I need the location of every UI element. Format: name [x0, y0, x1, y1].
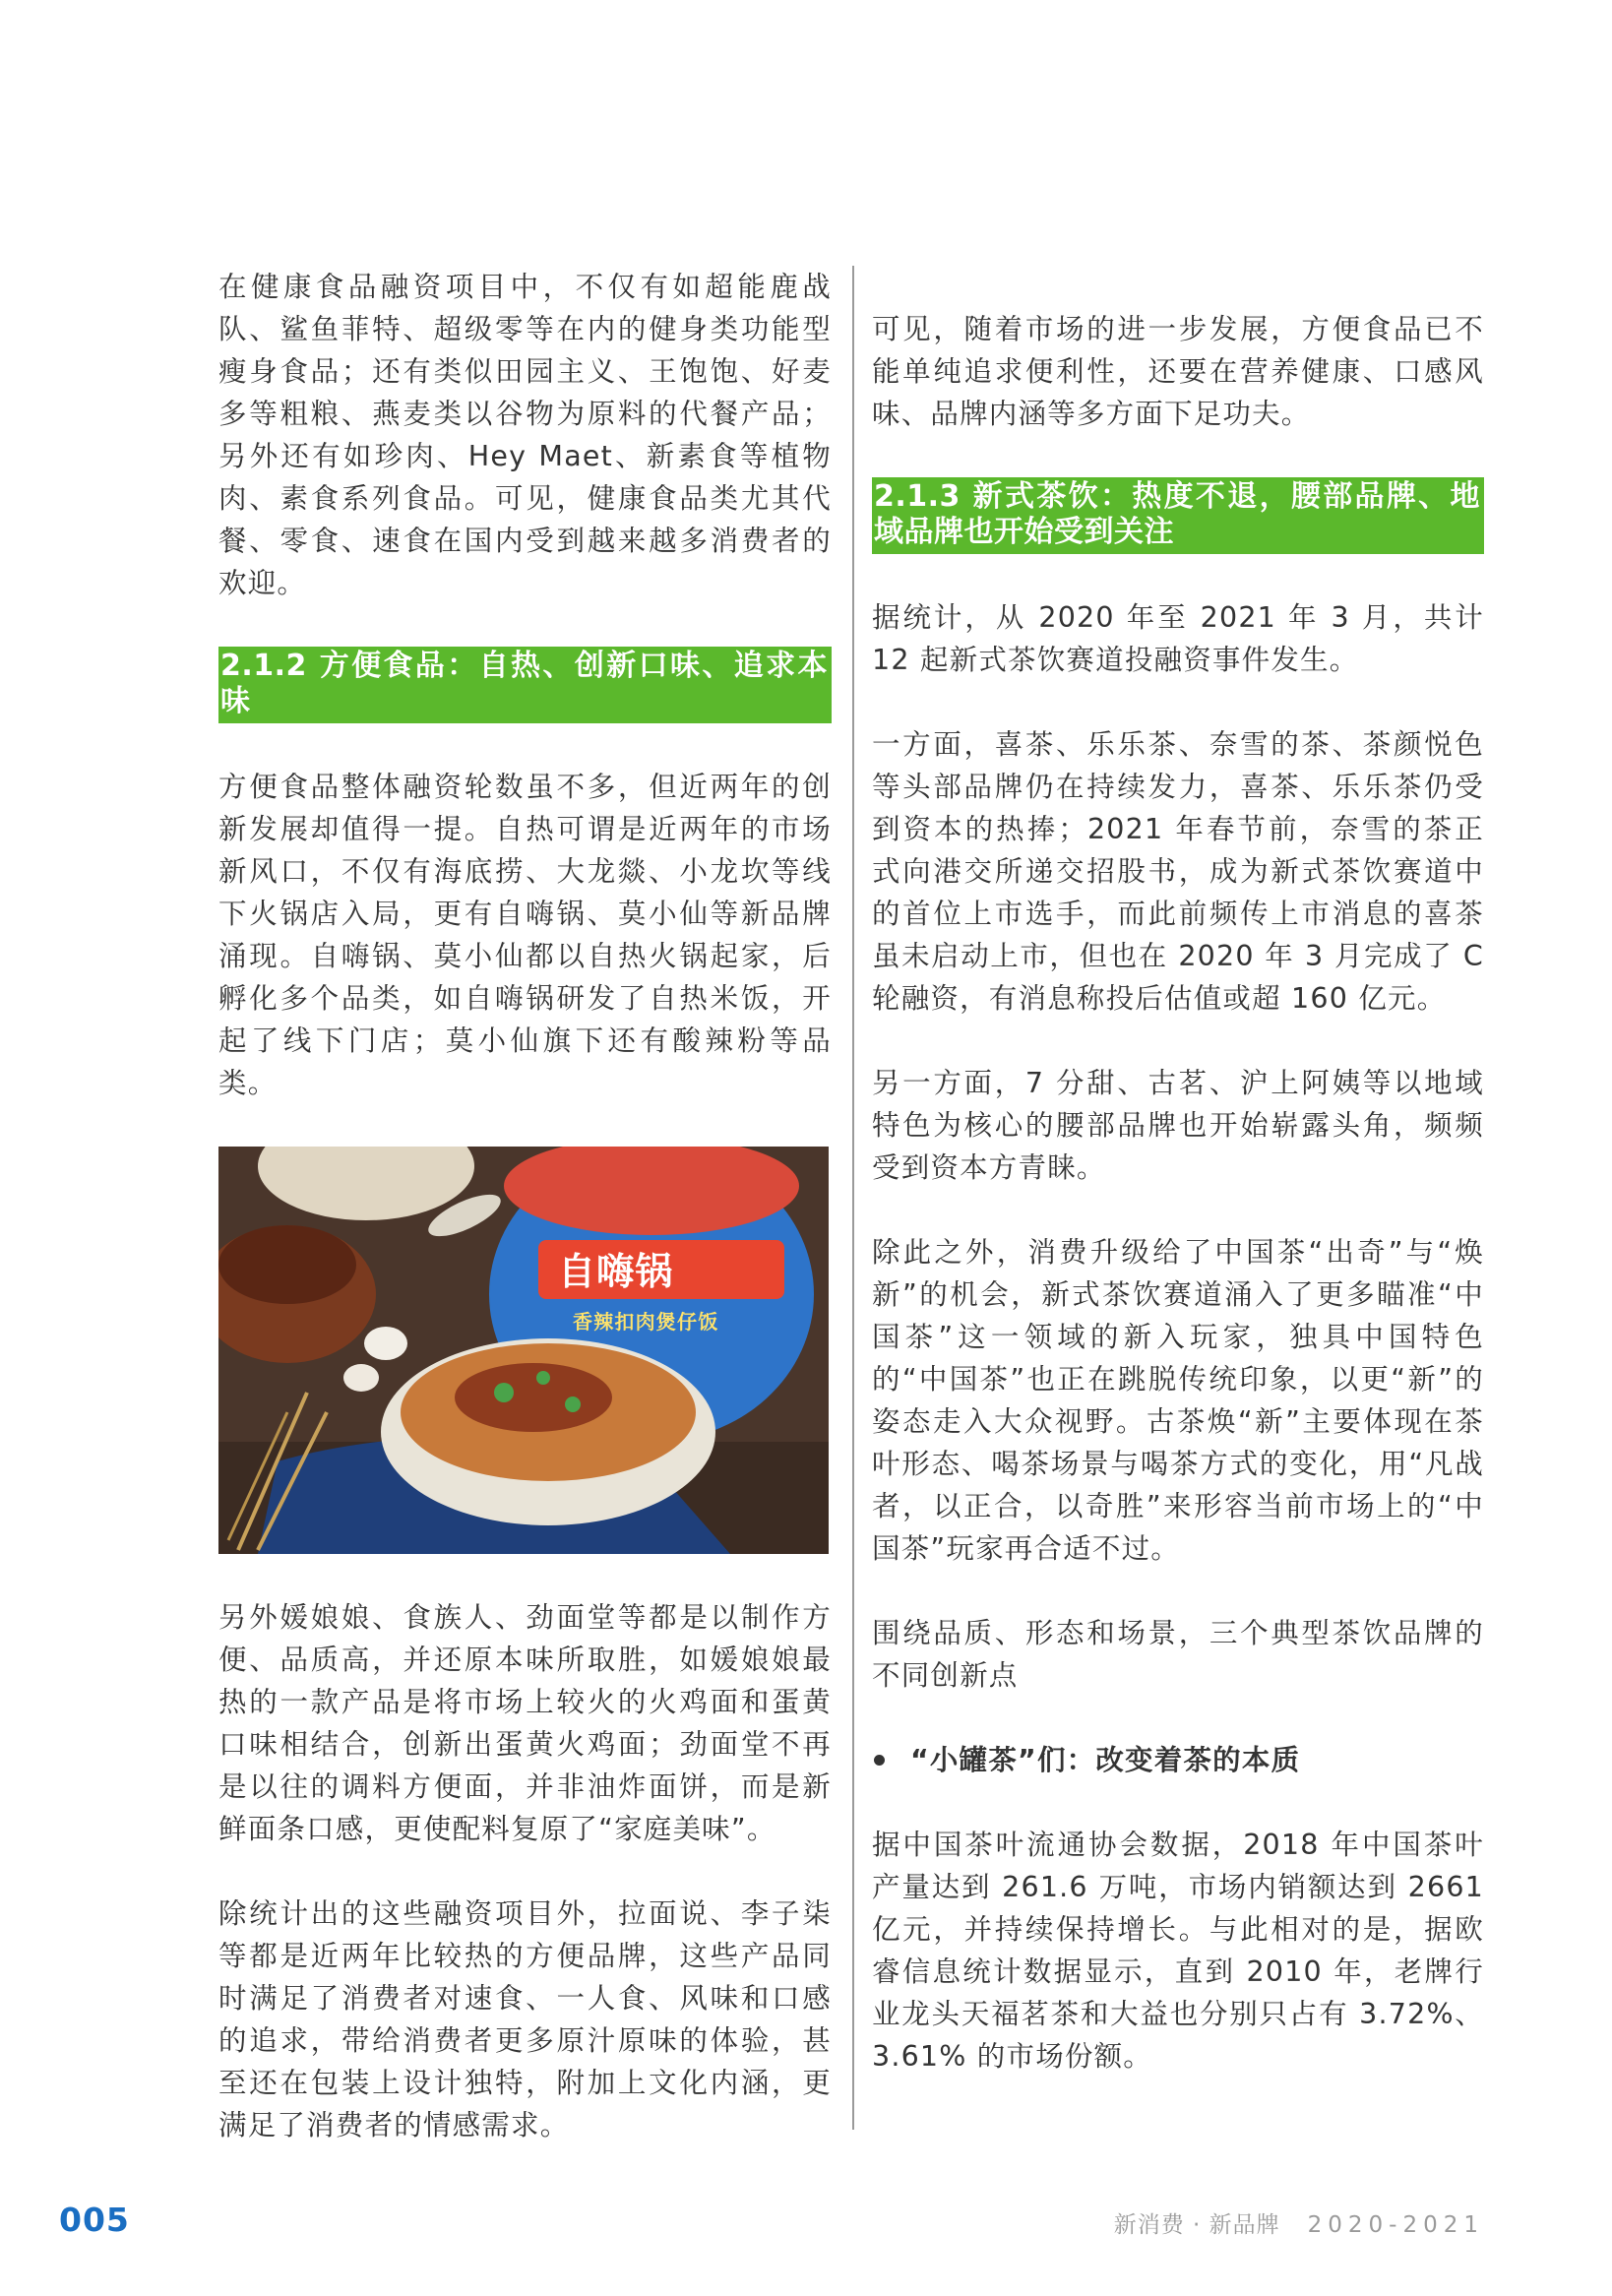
- body-paragraph: 可见，随着市场的进一步发展，方便食品已不能单纯追求便利性，还要在营养健康、口感风味、品牌内涵等多方面下足功夫。: [872, 313, 1484, 430]
- body-paragraph: 除此之外，消费升级给了中国茶“出奇”与“焕新”的机会，新式茶饮赛道涌入了更多瞄准“中国茶”这一领域的新入玩家，独具中国特色的“中国茶”也正在跳脱传统印象，以更“新”的姿态走入大众视野。古茶焕“新”主要体现在茶叶形态、喝茶场景与喝茶方式的变化，用“凡战者，以正合，以奇胜”来形容当前市场上的“中国茶”玩家再合适不过。: [872, 1236, 1484, 1565]
- body-paragraph: 在健康食品融资项目中，不仅有如超能鹿战队、鲨鱼菲特、超级零等在内的健身类功能型瘦身食品；还有类似田园主义、王饱饱、好麦多等粗粮、燕麦类以谷物为原料的代餐产品；另外还有如珍肉、Hey Maet、新素食等植物肉、素食系列食品。可见，健康食品类尤其代餐、零食、速食在国内受到越来越多消费者的欢迎。: [218, 271, 832, 599]
- body-paragraph: 除统计出的这些融资项目外，拉面说、李子柒等都是近两年比较热的方便品牌，这些产品同时满足了消费者对速食、一人食、风味和口感的追求，带给消费者更多原汁原味的体验，甚至还在包装上设计独特，附加上文化内涵，更满足了消费者的情感需求。: [218, 1897, 832, 2141]
- section-heading: 2.1.2 方便食品：自热、创新口味、追求本味: [218, 647, 832, 723]
- package-subtitle-text: 香辣扣肉煲仔饭: [573, 1310, 719, 1334]
- bullet-item: [872, 1739, 1484, 1781]
- page-number: 005: [59, 2201, 130, 2239]
- footer-brand: [1114, 2206, 1484, 2239]
- body-paragraph: 另外媛娘娘、食族人、劲面堂等都是以制作方便、品质高，并还原本味所取胜，如媛娘娘最热的一款产品是将市场上较火的火鸡面和蛋黄口味相结合，创新出蛋黄火鸡面；劲面堂不再是以往的调料方便面，并非油炸面饼，而是新鲜面条口感，更使配料复原了“家庭美味”。: [218, 1601, 832, 1845]
- footer-brand-name: 新消费 · 新品牌: [1113, 2212, 1280, 2238]
- right-column: [872, 308, 1484, 2120]
- bullet-dot-icon: [874, 1755, 885, 1766]
- body-paragraph: 围绕品质、形态和场景，三个典型茶饮品牌的不同创新点: [872, 1617, 1484, 1692]
- column-divider: [852, 266, 854, 2130]
- package-brand-text: 自嗨锅: [558, 1250, 674, 1293]
- body-paragraph: 方便食品整体融资轮数虽不多，但近两年的创新发展却值得一提。自热可谓是近两年的市场新风口，不仅有海底捞、大龙燚、小龙坎等线下火锅店入局，更有自嗨锅、莫小仙等新品牌涌现。自嗨锅、莫小仙都以自热火锅起家，后孵化多个品类，如自嗨锅研发了自热米饭，开起了线下门店；莫小仙旗下还有酸辣粉等品类。: [218, 771, 832, 1099]
- body-paragraph: 另一方面，7 分甜、古茗、沪上阿姨等以地域特色为核心的腰部品牌也开始崭露头角，频频受到资本方青睐。: [872, 1067, 1484, 1184]
- food-photo: [218, 1147, 829, 1554]
- section-heading: 2.1.3 新式茶饮：热度不退，腰部品牌、地域品牌也开始受到关注: [872, 477, 1484, 554]
- body-paragraph: 一方面，喜茶、乐乐茶、奈雪的茶、茶颜悦色等头部品牌仍在持续发力，喜茶、乐乐茶仍受到资本的热捧；2021 年春节前，奈雪的茶正式向港交所递交招股书，成为新式茶饮赛道中的首位上市选手，而此前频传上市消息的喜茶虽未启动上市，但也在 2020 年 3 月完成了 C 轮融资，有消息称投后估值或超 160 亿元。: [872, 728, 1484, 1015]
- left-column: [218, 266, 832, 2189]
- body-paragraph: 据中国茶叶流通协会数据，2018 年中国茶叶产量达到 261.6 万吨，市场内销额达到 2661 亿元，并持续保持增长。与此相对的是，据欧睿信息统计数据显示，直到 2010 年，老牌行业龙头天福茗茶和大益也分别只占有 3.72%、3.61% 的市场份额。: [872, 1829, 1484, 2073]
- body-paragraph: 据统计，从 2020 年至 2021 年 3 月，共计 12 起新式茶饮赛道投融资事件发生。: [872, 601, 1484, 676]
- footer-year: 2020-2021: [1307, 2212, 1484, 2238]
- bullet-text: “小罐茶”们：改变着茶的本质: [910, 1744, 1301, 1776]
- food-photo-illustration: [218, 1147, 829, 1554]
